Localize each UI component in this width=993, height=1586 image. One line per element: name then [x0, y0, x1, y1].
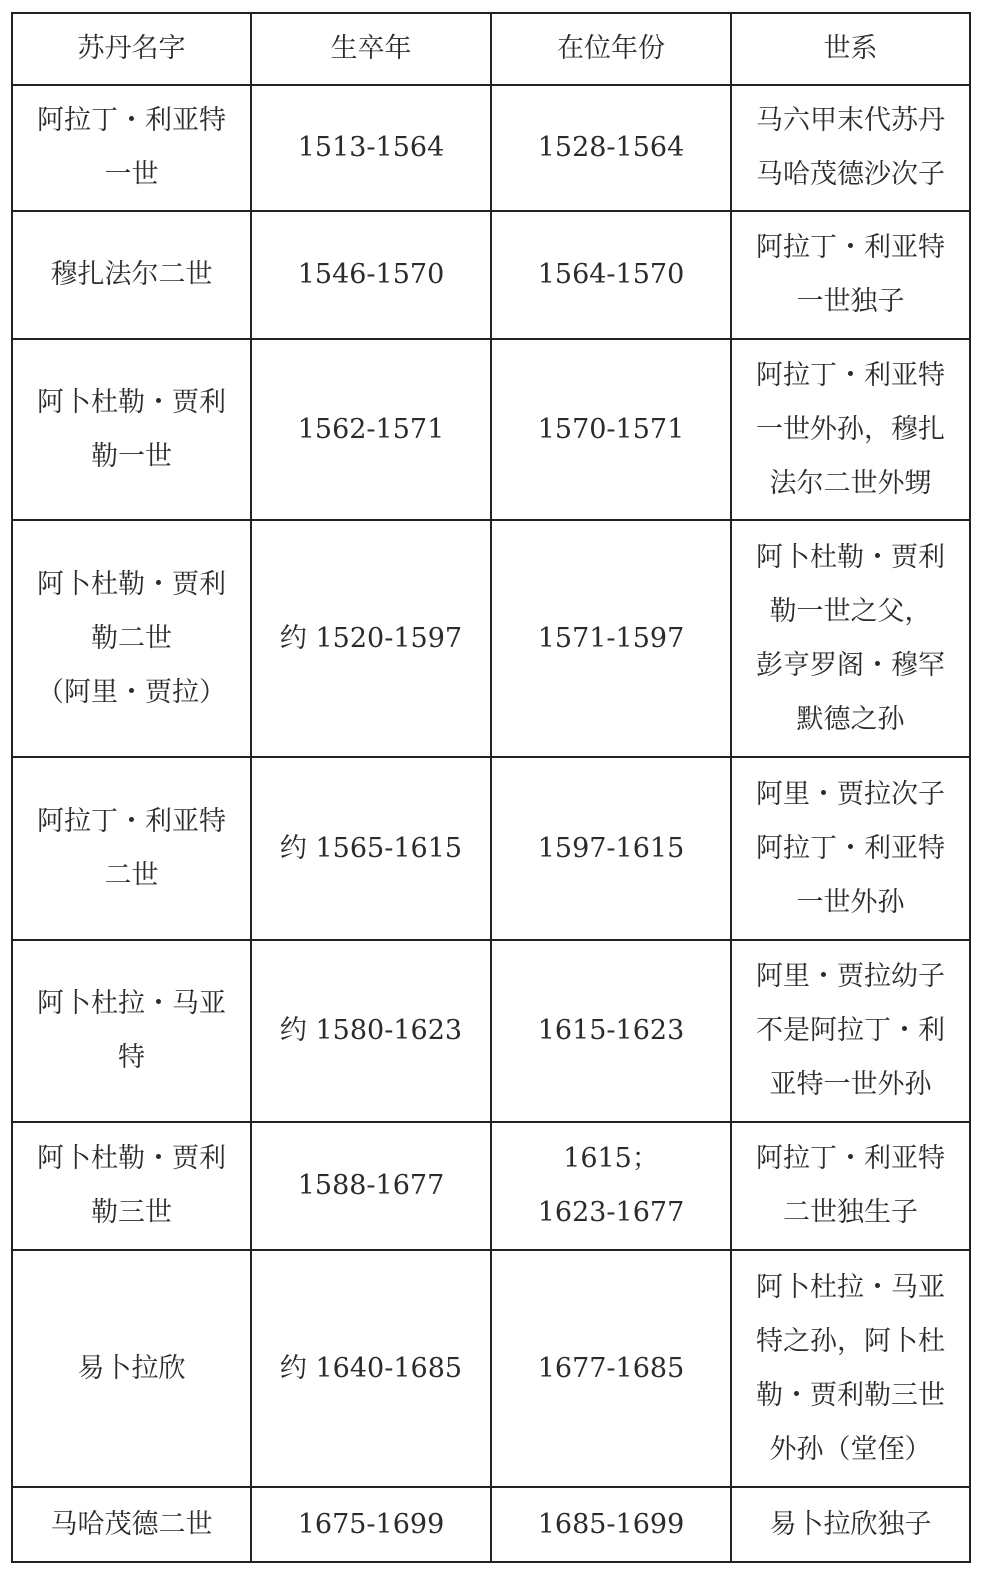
cell-lineage-line: 阿拉丁・利亚特	[756, 832, 945, 864]
cell-lineage-line: 阿里・贾拉幼子	[756, 961, 945, 992]
cell-reign	[491, 339, 731, 520]
cell-reign-line: 1564-1570	[537, 259, 685, 290]
cell-lineage-line: 一世外孙，穆扎	[756, 413, 945, 445]
cell-name-line: 马哈茂德二世	[50, 1508, 213, 1540]
cell-lineage	[731, 339, 970, 520]
cell-name-line: 阿卜杜拉・马亚	[37, 988, 226, 1019]
cell-reign	[491, 85, 731, 211]
cell-name	[12, 1487, 251, 1562]
cell-life	[251, 1487, 491, 1562]
cell-lineage-line: 阿里・贾拉次子	[756, 778, 945, 810]
table-row	[12, 757, 970, 940]
cell-lineage-line: 阿拉丁・利亚特	[756, 1143, 945, 1174]
cell-lineage-line: 一世外孙	[796, 886, 905, 918]
cell-name-line: 阿拉丁・利亚特	[37, 105, 226, 136]
table-row	[12, 211, 970, 339]
cell-lineage	[731, 1250, 970, 1487]
cell-life-line: 约 1520-1597	[279, 622, 463, 654]
cell-life-line: 约 1580-1623	[279, 1015, 463, 1046]
cell-lineage	[731, 85, 970, 211]
header-row	[12, 13, 970, 85]
cell-lineage-line: 不是阿拉丁・利	[756, 1015, 945, 1046]
cell-lineage-line: 勒一世之父，	[769, 595, 932, 627]
cell-life	[251, 1250, 491, 1487]
table-row	[12, 1122, 970, 1250]
cell-name-line: 勒三世	[91, 1197, 172, 1228]
cell-reign	[491, 757, 731, 940]
cell-lineage-line: 阿拉丁・利亚特	[756, 359, 945, 391]
cell-lineage-line: 二世独生子	[783, 1197, 918, 1228]
cell-name	[12, 757, 251, 940]
cell-name-line: 二世	[104, 859, 159, 891]
cell-reign-line: 1685-1699	[537, 1508, 685, 1540]
cell-lineage-line: 默德之孙	[796, 703, 905, 735]
cell-name	[12, 85, 251, 211]
cell-reign-line: 1570-1571	[537, 413, 685, 445]
cell-reign-line: 1571-1597	[537, 622, 685, 654]
cell-name	[12, 1122, 251, 1250]
cell-name-line: 穆扎法尔二世	[50, 259, 213, 290]
cell-name	[12, 520, 251, 757]
cell-reign	[491, 940, 731, 1122]
cell-name-line: 阿卜杜勒・贾利	[37, 568, 226, 600]
cell-lineage-line: 阿卜杜拉・马亚	[756, 1271, 945, 1303]
header-reign: 在位年份	[491, 13, 731, 85]
table-row	[12, 520, 970, 757]
cell-life-line: 1513-1564	[297, 132, 445, 163]
table-row	[12, 85, 970, 211]
cell-reign-line: 1528-1564	[537, 132, 685, 163]
cell-reign-line: 1615；	[563, 1143, 659, 1174]
cell-life	[251, 339, 491, 520]
cell-life-line: 1546-1570	[297, 259, 445, 290]
cell-lineage-line: 勒・贾利勒三世	[756, 1379, 945, 1411]
cell-reign-line: 1677-1685	[537, 1352, 685, 1384]
cell-name-line: 阿拉丁・利亚特	[37, 805, 226, 837]
cell-lineage-line: 特之孙，阿卜杜	[756, 1325, 945, 1357]
cell-lineage-line: 阿拉丁・利亚特	[756, 232, 945, 263]
cell-name-line: 勒一世	[91, 440, 172, 472]
cell-lineage-line: 外孙（堂侄）	[769, 1433, 932, 1465]
cell-reign-line: 1623-1677	[537, 1197, 685, 1228]
cell-life-line: 约 1565-1615	[279, 832, 463, 864]
cell-reign	[491, 1487, 731, 1562]
cell-reign	[491, 211, 731, 339]
cell-lineage-line: 亚特一世外孙	[769, 1069, 932, 1100]
cell-life	[251, 520, 491, 757]
cell-lineage-line: 彭亨罗阁・穆罕	[756, 649, 945, 681]
cell-reign	[491, 1122, 731, 1250]
cell-name-line: 阿卜杜勒・贾利	[37, 1143, 226, 1174]
cell-name	[12, 339, 251, 520]
cell-reign	[491, 520, 731, 757]
table-row	[12, 940, 970, 1122]
header-life: 生卒年	[251, 13, 491, 85]
sultan-table	[11, 12, 971, 1563]
cell-lineage	[731, 757, 970, 940]
table-row	[12, 339, 970, 520]
cell-reign-line: 1597-1615	[537, 832, 685, 864]
cell-lineage-line: 马六甲末代苏丹	[756, 105, 945, 136]
cell-life-line: 1588-1677	[297, 1170, 445, 1201]
cell-name-line: 特	[118, 1042, 145, 1073]
cell-name-line: 阿卜杜勒・贾利	[37, 386, 226, 418]
table-body	[12, 85, 970, 1562]
cell-life	[251, 940, 491, 1122]
cell-life-line: 约 1640-1685	[279, 1352, 463, 1384]
cell-name-line: 易卜拉欣	[77, 1352, 186, 1384]
cell-lineage	[731, 211, 970, 339]
cell-name	[12, 940, 251, 1122]
cell-name	[12, 1250, 251, 1487]
cell-lineage	[731, 520, 970, 757]
cell-name	[12, 211, 251, 339]
header-lineage: 世系	[731, 13, 970, 85]
cell-life	[251, 211, 491, 339]
cell-life	[251, 757, 491, 940]
cell-reign-line: 1615-1623	[537, 1015, 685, 1046]
table-row	[12, 1487, 970, 1562]
cell-lineage-line: 阿卜杜勒・贾利	[756, 541, 945, 573]
cell-reign	[491, 1250, 731, 1487]
cell-lineage	[731, 940, 970, 1122]
cell-lineage-line: 易卜拉欣独子	[769, 1508, 932, 1540]
cell-name-line: 一世	[104, 159, 159, 190]
cell-lineage-line: 马哈茂德沙次子	[756, 159, 945, 190]
cell-name-line: （阿里・贾拉）	[37, 676, 226, 708]
cell-lineage-line: 法尔二世外甥	[769, 467, 932, 499]
cell-life	[251, 1122, 491, 1250]
cell-name-line: 勒二世	[91, 622, 172, 654]
cell-life-line: 1675-1699	[297, 1508, 445, 1540]
cell-life	[251, 85, 491, 211]
cell-lineage	[731, 1122, 970, 1250]
table-row	[12, 1250, 970, 1487]
header-name: 苏丹名字	[12, 13, 251, 85]
cell-lineage-line: 一世独子	[796, 286, 905, 317]
cell-lineage	[731, 1487, 970, 1562]
cell-life-line: 1562-1571	[297, 413, 445, 445]
